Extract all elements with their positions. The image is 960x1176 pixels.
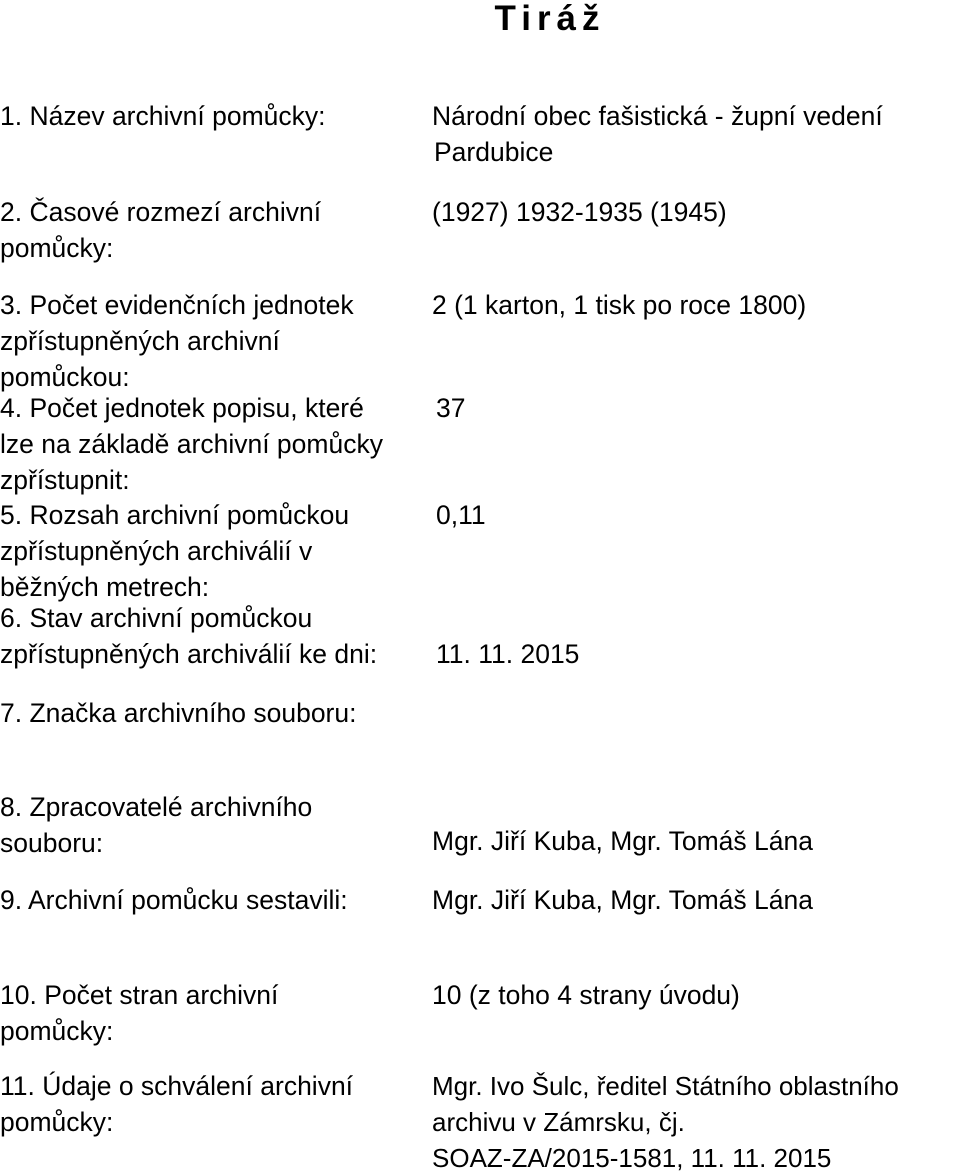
label-line: 9. Archivní pomůcku sestavili:	[0, 885, 348, 915]
label-line: 3. Počet evidenčních jednotek	[0, 290, 354, 320]
label-line: 2. Časové rozmezí archivní	[0, 197, 322, 227]
value-line: Mgr. Jiří Kuba, Mgr. Tomáš Lána	[432, 885, 813, 915]
label-line: 11. Údaje o schválení archivní	[0, 1071, 354, 1101]
label-line: souboru:	[0, 828, 104, 858]
label-line: 8. Zpracovatelé archivního	[0, 792, 313, 822]
field-label-processors	[0, 789, 312, 861]
label-line: zpřístupnit:	[0, 465, 130, 495]
value-line: Pardubice	[434, 137, 554, 167]
label-line: pomůcky:	[0, 233, 114, 263]
value-line: Národní obec fašistická - župní vedení	[432, 101, 883, 131]
field-value-archive-aid-name	[432, 98, 883, 170]
field-value-description-units	[436, 390, 465, 426]
value-line: Mgr. Ivo Šulc, ředitel Státního oblastního	[432, 1071, 899, 1101]
label-line: zpřístupněných archiválií ke dni:	[0, 639, 378, 669]
value-line: 0,11	[436, 500, 486, 530]
field-value-approval	[432, 1068, 899, 1176]
value-line: 37	[436, 393, 466, 423]
label-line: 7. Značka archivního souboru:	[0, 698, 357, 728]
field-value-record-units	[432, 287, 806, 323]
label-line: pomůcky:	[0, 1107, 114, 1137]
field-label-time-range	[0, 194, 321, 266]
field-label-description-units	[0, 390, 383, 498]
page-title: Tiráž	[494, 0, 606, 38]
label-line: zpřístupněných archiválií v	[0, 536, 313, 566]
label-line: 6. Stav archivní pomůckou	[0, 603, 313, 633]
field-value-status-date	[436, 636, 579, 672]
value-line: SOAZ-ZA/2015-1581, 11. 11. 2015	[432, 1143, 832, 1173]
field-label-approval	[0, 1068, 353, 1140]
value-line: 10 (z toho 4 strany úvodu)	[432, 980, 740, 1010]
field-label-archive-aid-name	[0, 98, 326, 134]
field-label-fonds-mark	[0, 695, 356, 731]
field-value-time-range	[432, 194, 727, 230]
field-label-status-date	[0, 600, 377, 672]
field-label-compilers	[0, 882, 348, 918]
label-line: zpřístupněných archivní	[0, 326, 280, 356]
field-value-compilers	[432, 882, 813, 918]
field-value-extent-meters	[436, 497, 486, 533]
field-label-extent-meters	[0, 497, 349, 605]
value-line: (1927) 1932-1935 (1945)	[432, 197, 727, 227]
field-value-page-count	[432, 977, 740, 1013]
label-line: pomůckou:	[0, 362, 130, 392]
field-value-processors	[432, 823, 813, 859]
label-line: lze na základě archivní pomůcky	[0, 429, 383, 459]
label-line: 10. Počet stran archivní	[0, 980, 279, 1010]
label-line: pomůcky:	[0, 1016, 114, 1046]
value-line: 2 (1 karton, 1 tisk po roce 1800)	[432, 290, 807, 320]
label-line: 5. Rozsah archivní pomůckou	[0, 500, 350, 530]
field-label-page-count	[0, 977, 278, 1049]
label-line: běžných metrech:	[0, 572, 210, 602]
value-line: archivu v Zámrsku, čj.	[432, 1107, 685, 1137]
label-line: 1. Název archivní pomůcky:	[0, 101, 326, 131]
value-line: Mgr. Jiří Kuba, Mgr. Tomáš Lána	[432, 826, 813, 856]
value-line: 11. 11. 2015	[436, 639, 580, 669]
field-label-record-units	[0, 287, 354, 395]
label-line: 4. Počet jednotek popisu, které	[0, 393, 364, 423]
